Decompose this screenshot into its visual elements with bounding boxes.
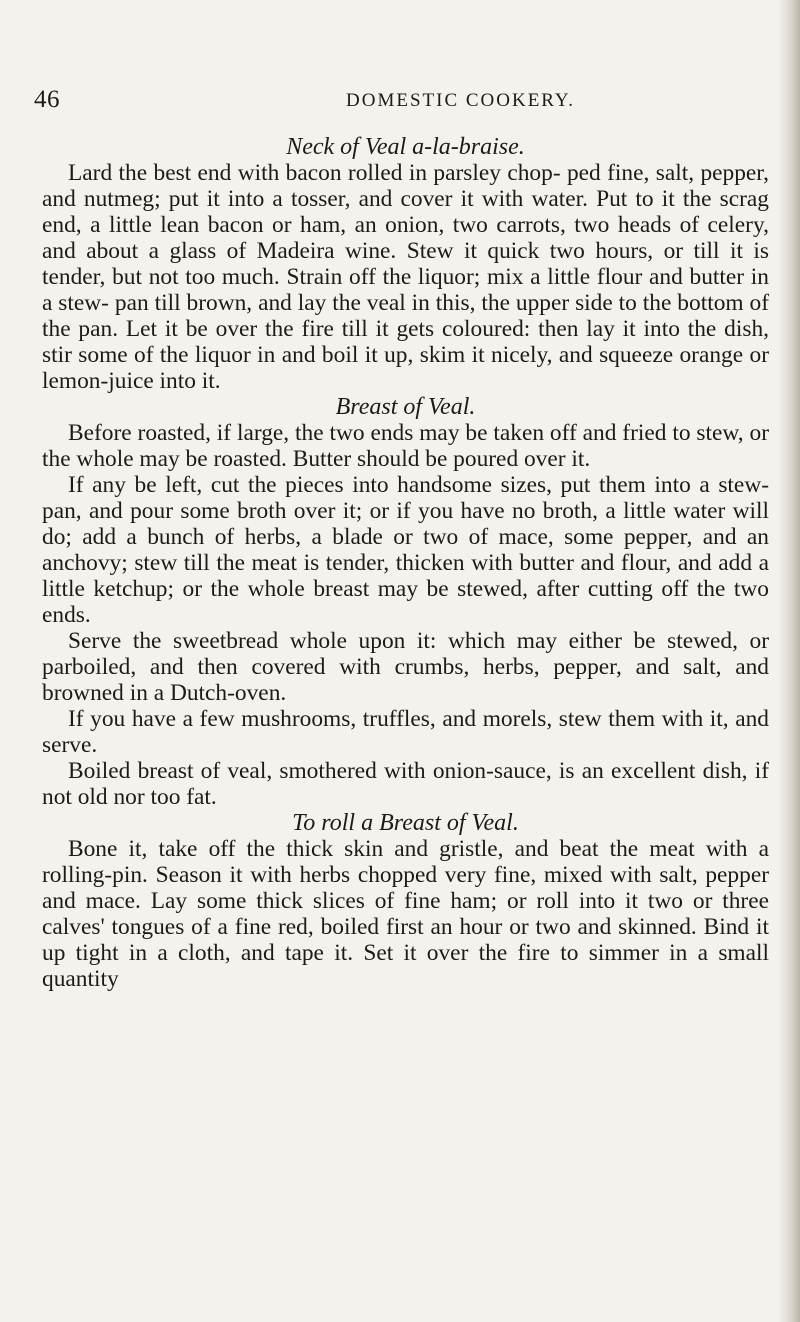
running-head: DOMESTIC COOKERY. — [346, 90, 575, 111]
recipe-paragraph: Before roasted, if large, the two ends may be taken off and fried to stew, or the whole may be roasted. Butter should be poured over it. — [42, 420, 769, 472]
recipe-title: To roll a Breast of Veal. — [292, 810, 519, 836]
recipe-neck-of-veal — [42, 134, 769, 394]
recipe-paragraph: Bone it, take off the thick skin and gristle, and beat the meat with a rolling-pin. Season it with herbs chopped very fine, mixed with salt, pepper and mace. Lay some thick slices of fine ham; or roll into it two or three calves' tongues of a fine red, boiled first an hour or two and skinned. Bind it up tight in a cloth, and tape it. Set it over the fire to simmer in a small quantity — [42, 836, 769, 992]
page-body — [42, 134, 769, 992]
recipe-paragraph: Boiled breast of veal, smothered with onion-sauce, is an excellent dish, if not old nor too fat. — [42, 758, 769, 810]
page-header — [34, 86, 754, 126]
recipe-title: Breast of Veal. — [335, 394, 476, 420]
page-edge-shadow — [778, 0, 800, 1322]
recipe-paragraph: Lard the best end with bacon rolled in parsley chop- ped fine, salt, pepper, and nutmeg; put it into a tosser, and cover it with water. Put to it the scrag end, a little lean bacon or ham, an onion, two carrots, two heads of celery, and about a glass of Madeira wine. Stew it quick two hours, or till it is tender, but not too much. Strain off the liquor; mix a little flour and butter in a stew- pan till brown, and lay the veal in this, the upper side to the bottom of the pan. Let it be over the fire till it gets coloured: then lay it into the dish, stir some of the liquor in and boil it up, skim it nicely, and squeeze orange or lemon-juice into it. — [42, 160, 769, 394]
recipe-breast-of-veal — [42, 394, 769, 810]
recipe-title: Neck of Veal a-la-braise. — [286, 134, 525, 160]
recipe-roll-breast-of-veal — [42, 810, 769, 992]
recipe-paragraph: Serve the sweetbread whole upon it: which may either be stewed, or parboiled, and then covered with crumbs, herbs, pepper, and salt, and browned in a Dutch-oven. — [42, 628, 769, 706]
recipe-paragraph: If you have a few mushrooms, truffles, and morels, stew them with it, and serve. — [42, 706, 769, 758]
recipe-paragraph: If any be left, cut the pieces into handsome sizes, put them into a stew-pan, and pour some broth over it; or if you have no broth, a little water will do; add a bunch of herbs, a blade or two of mace, some pepper, and an anchovy; stew till the meat is tender, thicken with butter and flour, and add a little ketchup; or the whole breast may be stewed, after cutting off the two ends. — [42, 472, 769, 628]
page-number: 46 — [34, 86, 60, 113]
